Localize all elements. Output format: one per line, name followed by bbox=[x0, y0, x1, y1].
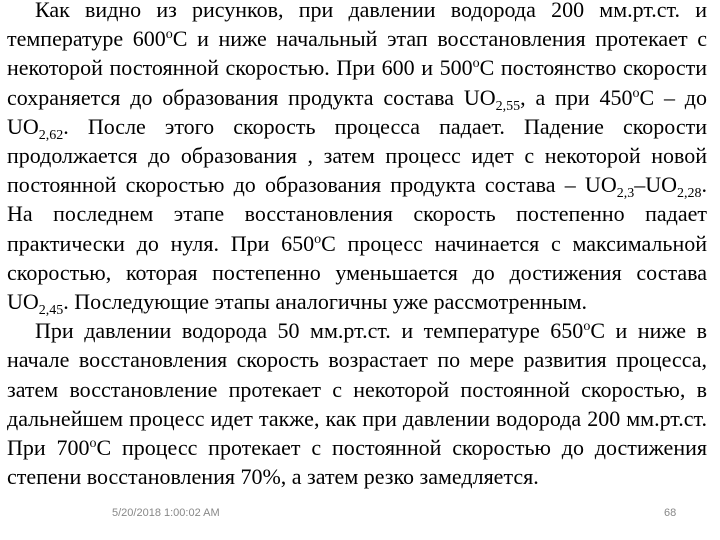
text-run: При давлении водорода 50 мм.рт.ст. и температуре 650 bbox=[35, 318, 584, 344]
formula-subscript: 2,45 bbox=[38, 303, 64, 319]
footer-date: 5/20/2018 1:00:02 AM bbox=[112, 507, 220, 519]
text-run: С процесс протекает с постоянной скоростью до достижения степени восстановления 70%, а затем резко замедляется. bbox=[7, 435, 707, 490]
text-run: Как видно из рисунков, при давлении водорода 200 мм.рт.ст. и температуре 600 bbox=[7, 0, 707, 52]
degree-superscript: o bbox=[314, 231, 322, 247]
formula-subscript: 2,62 bbox=[38, 127, 64, 143]
degree-superscript: o bbox=[472, 56, 480, 72]
text-run: С и ниже в начале восстановления скорость возрастает по мере развития процесса, затем восстановление протекает с некоторой постоянной скоростью, в дальнейшем процесс идет также, как при давлении водорода 200 мм.рт.ст. При 700 bbox=[7, 318, 707, 461]
text-run: . На последнем этапе восстановления скорость постепенно падает практически до нуля. При 650 bbox=[7, 172, 707, 256]
text-run: С и ниже начальный этап восстановления протекает с некоторой постоянной скоростью. При 600 и 500 bbox=[7, 26, 707, 81]
text-run: С процесс начинается с максимальной скоростью, которая постепенно уменьшается до достижения состава UO bbox=[7, 230, 707, 315]
formula-subscript: 2,3 bbox=[616, 186, 635, 202]
degree-superscript: o bbox=[632, 85, 640, 101]
text-run: С – до UO bbox=[7, 84, 708, 139]
formula-subscript: 2,55 bbox=[495, 98, 521, 114]
body-text bbox=[7, 0, 707, 491]
text-run: , а при 450 bbox=[520, 84, 633, 110]
degree-superscript: o bbox=[165, 27, 173, 43]
degree-superscript: o bbox=[583, 319, 591, 335]
paragraph bbox=[7, 0, 708, 319]
paragraph bbox=[7, 316, 707, 491]
degree-superscript: o bbox=[89, 436, 97, 452]
text-run: –UO bbox=[634, 172, 677, 198]
footer-page-number: 68 bbox=[664, 507, 677, 519]
text-run: С постоянство скорости сохраняется до образования продукта состава UO bbox=[7, 55, 707, 110]
text-run: . После этого скорость процесса падает. Падение скорости продолжается до образования , затем процесс идет с некоторой новой постоянной скоростью до образования продукта состава – UO bbox=[7, 113, 707, 198]
text-run: . Последующие этапы аналогичны уже рассмотренным. bbox=[63, 289, 587, 315]
formula-subscript: 2,28 bbox=[677, 186, 702, 202]
